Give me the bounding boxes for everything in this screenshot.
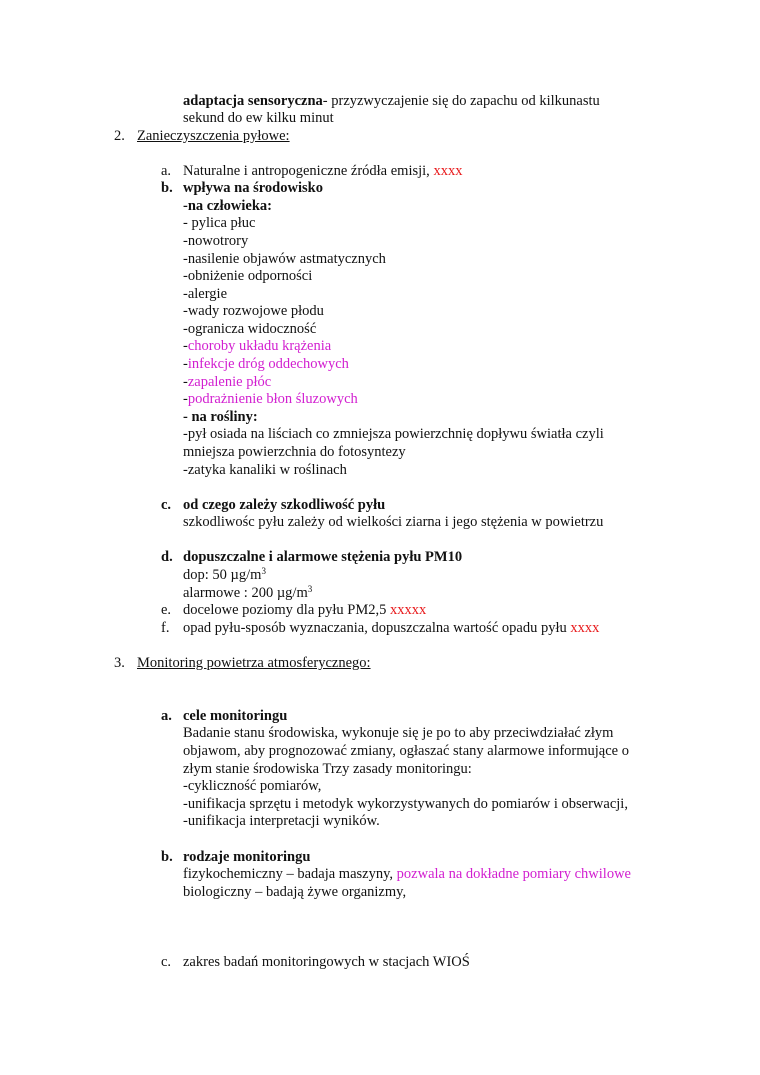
item-2f-text <box>183 620 599 637</box>
section-2-number: 2. <box>114 128 125 144</box>
item-3a-marker: a. <box>161 708 172 724</box>
human-effect: -nowotrory <box>183 233 249 249</box>
human-effect-highlight: -zapalenie płóc <box>183 374 272 390</box>
item-2b-human-heading: -na człowieka: <box>183 198 272 214</box>
item-3c-text: zakres badań monitoringowych w stacjach WIOŚ <box>183 954 470 970</box>
human-effect: -obniżenie odporności <box>183 268 313 284</box>
item-3b-line-1-text: fizykochemiczny – badaja maszyny, <box>183 866 397 882</box>
human-effect-highlight: -infekcje dróg oddechowych <box>183 356 349 372</box>
item-3a-line: -unifikacja sprzętu i metodyk wykorzystywanych do pomiarów i obserwacji, <box>183 796 628 812</box>
item-2d-dop <box>183 567 266 584</box>
item-2f-marker: f. <box>161 620 170 636</box>
item-2a-marker: a. <box>161 163 172 179</box>
item-3b-heading: rodzaje monitoringu <box>183 849 311 865</box>
item-2a-label: Naturalne i antropogeniczne źródła emisji, <box>183 163 434 179</box>
item-2e-label: docelowe poziomy dla pyłu PM2,5 <box>183 602 391 618</box>
intro-line-2: sekund do ew kilku minut <box>183 110 334 126</box>
item-2b-marker: b. <box>161 180 173 196</box>
highlight-text: infekcje dróg oddechowych <box>187 356 349 372</box>
plant-effect: mniejsza powierzchnia do fotosyntezy <box>183 444 406 460</box>
item-2c-text: szkodliwośc pyłu zależy od wielkości ziarna i jego stężenia w powietrzu <box>183 514 604 530</box>
item-3a-line: objawom, aby prognozować zmiany, ogłaszać stany alarmowe informujące o <box>183 743 629 759</box>
item-3b-marker: b. <box>161 849 173 865</box>
dop-value: dop: 50 µg/m <box>183 567 262 583</box>
item-3a-line: -unifikacja interpretacji wyników. <box>183 813 380 829</box>
item-3a-line: Badanie stanu środowiska, wykonuje się je po to aby przeciwdziałać złym <box>183 725 614 741</box>
item-2d-alarm <box>183 585 312 602</box>
item-3a-line: złym stanie środowiska Trzy zasady monitoringu: <box>183 761 472 777</box>
item-3a-line: -cykliczność pomiarów, <box>183 778 322 794</box>
highlight-text: choroby układu krążenia <box>187 338 332 354</box>
item-2d-marker: d. <box>161 549 173 565</box>
item-2c-marker: c. <box>161 497 172 513</box>
item-3a-heading: cele monitoringu <box>183 708 288 724</box>
section-3-number: 3. <box>114 655 125 671</box>
item-2d-heading: dopuszczalne i alarmowe stężenia pyłu PM10 <box>183 549 463 565</box>
intro-line-1 <box>183 93 600 110</box>
plant-effect: -zatyka kanaliki w roślinach <box>183 462 347 478</box>
human-effect: -wady rozwojowe płodu <box>183 303 324 319</box>
human-effect: -ogranicza widoczność <box>183 321 317 337</box>
intro-term: adaptacja sensoryczna <box>183 93 323 109</box>
human-effect-highlight: -podrażnienie błon śluzowych <box>183 391 358 407</box>
item-2e-placeholder: xxxxx <box>390 602 427 618</box>
item-2b-plants-heading: - na rośliny: <box>183 409 258 425</box>
highlight-text: zapalenie płóc <box>187 374 272 390</box>
item-2f-placeholder: xxxx <box>570 620 600 636</box>
item-2e-marker: e. <box>161 602 172 618</box>
item-2c-heading: od czego zależy szkodliwość pyłu <box>183 497 386 513</box>
section-3-title: Monitoring powietrza atmosferycznego: <box>137 655 371 671</box>
highlight-text: podrażnienie błon śluzowych <box>187 391 358 407</box>
item-3b-highlight: pozwala na dokładne pomiary chwilowe <box>396 866 631 882</box>
item-2a-text <box>183 163 462 180</box>
alarm-exponent: 3 <box>307 584 313 594</box>
intro-dash: - <box>322 93 328 109</box>
section-2-title: Zanieczyszczenia pyłowe: <box>137 128 290 144</box>
item-3c-marker: c. <box>161 954 172 970</box>
human-effect-highlight: -choroby układu krążenia <box>183 338 332 354</box>
alarm-value: alarmowe : 200 µg/m <box>183 585 308 601</box>
item-2a-placeholder: xxxx <box>433 163 463 179</box>
human-effect: -alergie <box>183 286 228 302</box>
plant-effect: -pył osiada na liściach co zmniejsza powierzchnię dopływu światła czyli <box>183 426 604 442</box>
item-2f-label: opad pyłu-sposób wyznaczania, dopuszczalna wartość opadu pyłu <box>183 620 571 636</box>
human-effect: - pylica płuc <box>183 215 256 231</box>
dop-exponent: 3 <box>261 566 266 576</box>
human-effect: -nasilenie objawów astmatycznych <box>183 251 386 267</box>
item-3b-line-2: biologiczny – badają żywe organizmy, <box>183 884 407 900</box>
item-2e-text <box>183 602 426 619</box>
item-2b-heading: wpływa na środowisko <box>183 180 323 196</box>
intro-rest: przyzwyczajenie się do zapachu od kilkunastu <box>327 93 600 109</box>
item-3b-line-1 <box>183 866 631 883</box>
